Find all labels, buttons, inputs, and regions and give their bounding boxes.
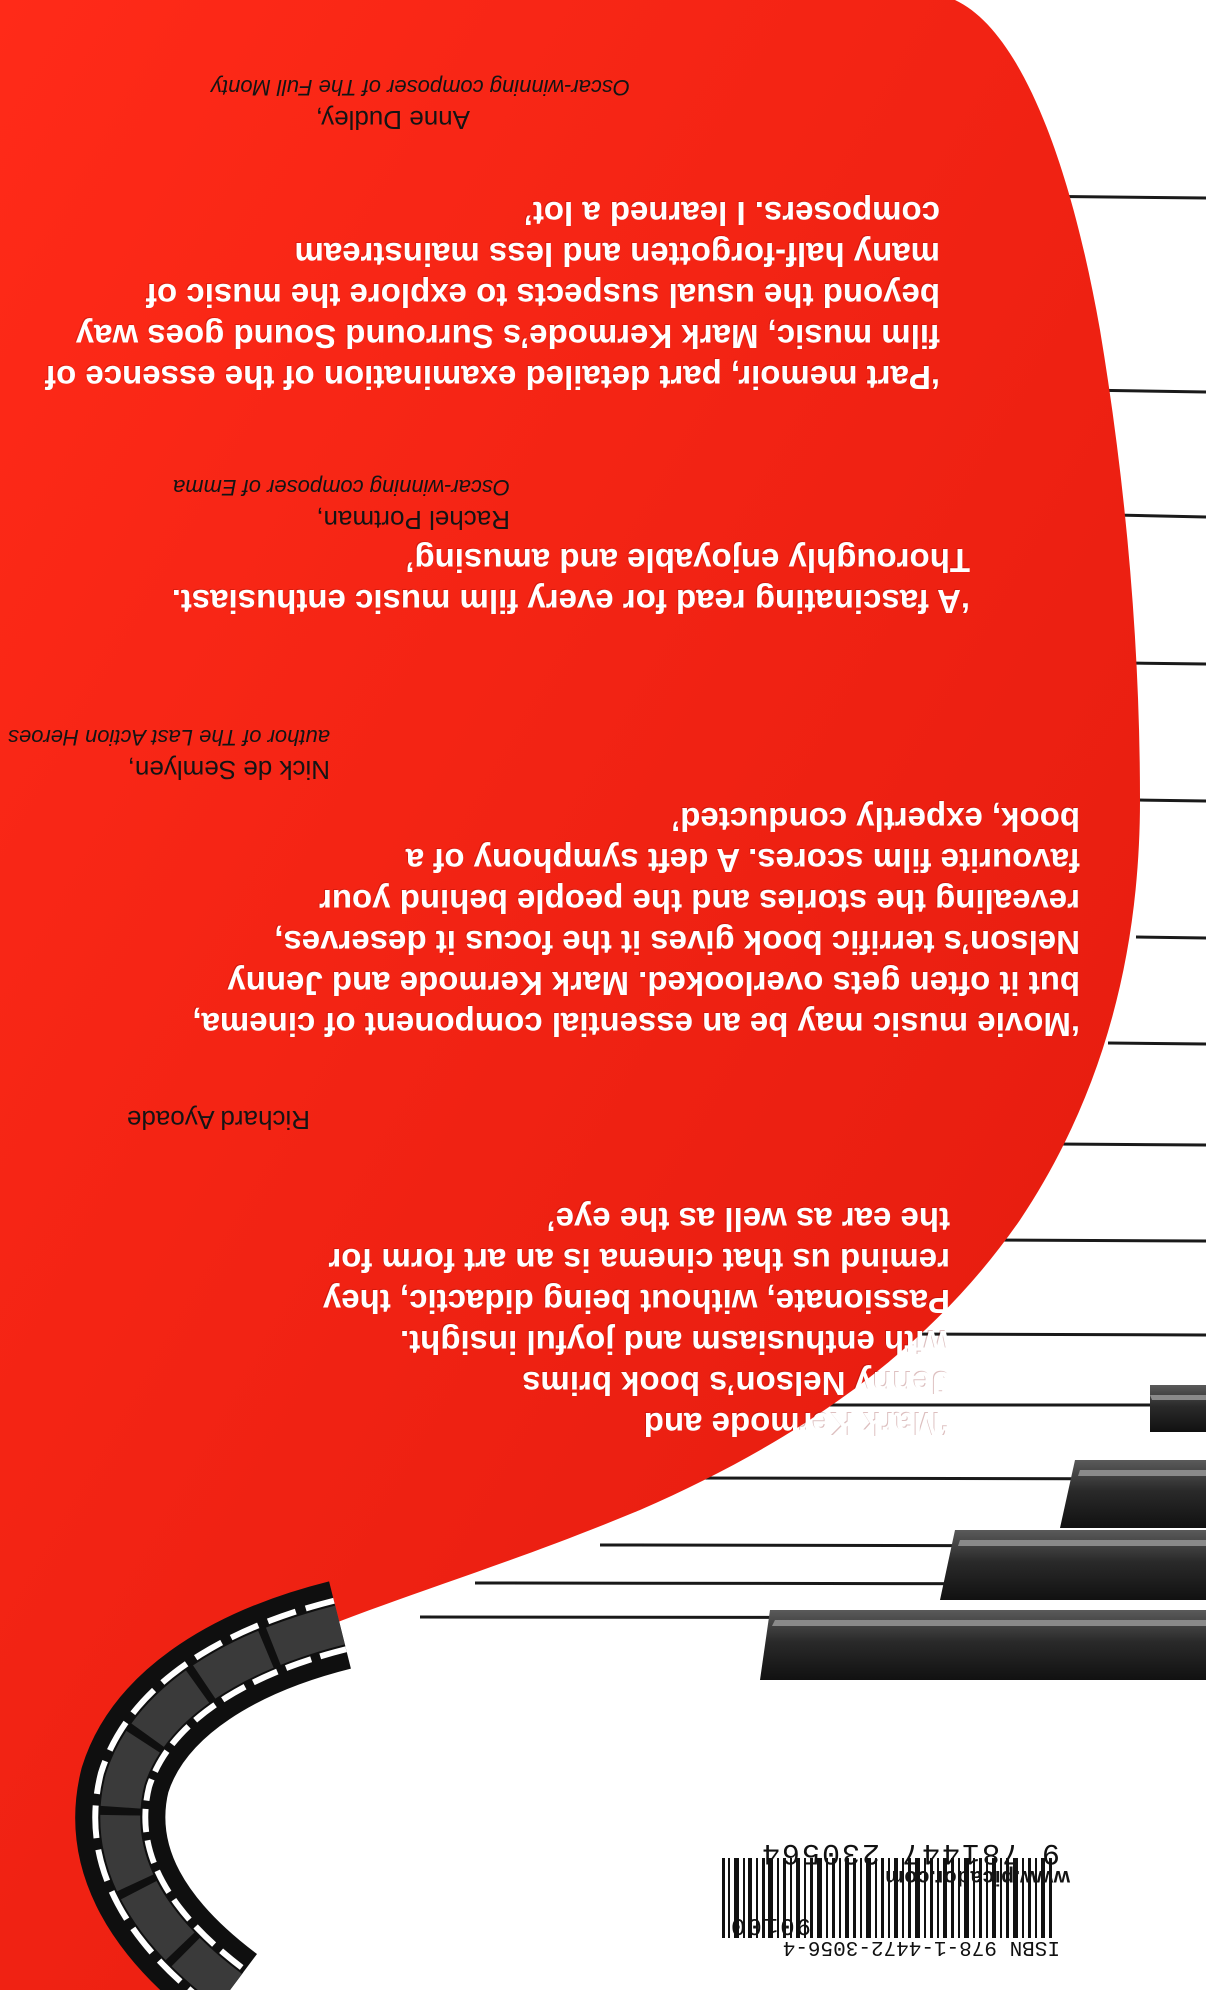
attribution-role-rachel-portman: Oscar-winning composer of Emma [172,475,510,500]
quote-richard-ayoade: ‘Mark Kermode and Jenny Nelson’s book brims with enthusiasm and joyful insight. Passionate, without being didactic, they remind us that cinema is an art form for the ear as well as the eye’ [322,1201,950,1443]
quote-anne-dudley: ‘Part memoir, part detailed examination of the essence of film music, Mark Kermode’s Surround Sound goes way beyond the usual suspects to explore the music of many half-forgotten and less mainstream composers. I learned a lot’ [45,195,940,396]
attribution-name-rachel-portman: Rachel Portman, [316,505,510,535]
attribution-role-anne-dudley: Oscar-winning composer of The Full Monty [211,75,630,100]
barcode-addon: 90100 [728,1911,811,1938]
quote-rachel-portman: ‘A fascinating read for every film music enthusiast. Thoroughly enjoyable and amusing’ [171,542,970,620]
attribution-name-richard-ayoade: Richard Ayoade [126,1105,310,1135]
attribution-role-nick-de-semlyen: author of The Last Action Heroes [7,725,330,750]
quote-nick-de-semlyen: ‘Movie music may be an essential component of cinema, but it often gets overlooked. Mark Kermode and Jenny Nelson’s terrific book gives it the focus it deserves, revealing the stories and the people behind your favourite film scores. A deft symphony of a book, expertly conducted’ [192,801,1080,1043]
attribution-name-nick-de-semlyen: Nick de Semlyen, [127,755,330,785]
publisher-website: www.picador.com [884,1866,1070,1889]
attribution-name-anne-dudley: Anne Dudley, [315,105,470,135]
barcode-digits: 9 781447 230564 [759,1835,1060,1869]
isbn-number: ISBN 978-1-4472-3056-4 [782,1935,1060,1958]
